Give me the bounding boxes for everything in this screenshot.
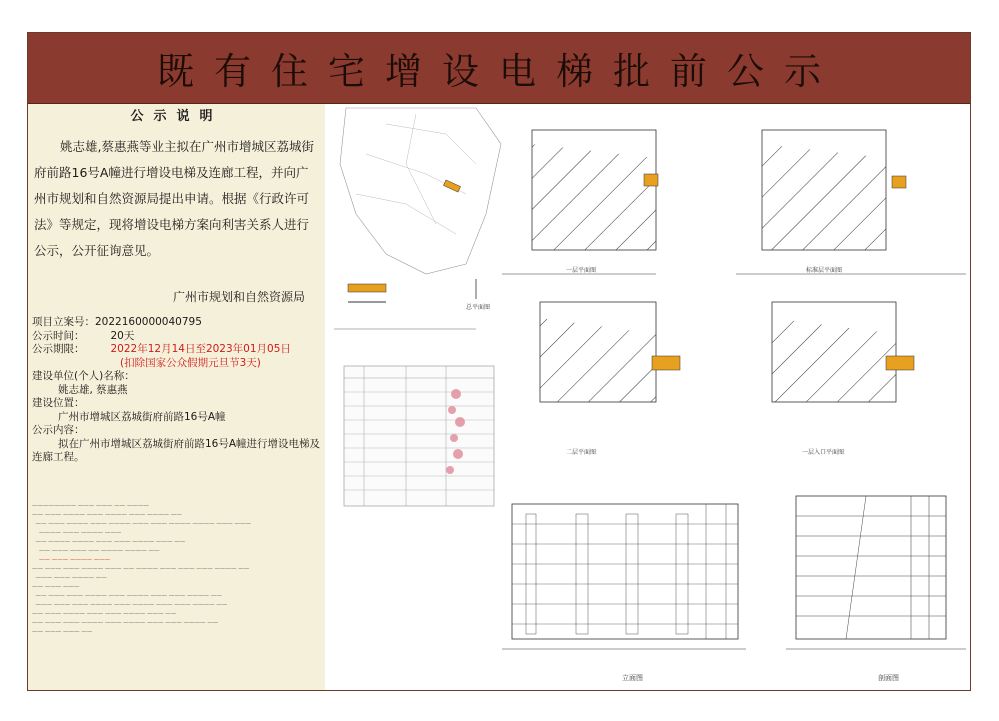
location-label: 建设位置： <box>32 397 85 409</box>
elevation-label: 立面图 <box>622 674 643 682</box>
case-label: 项目立案号： <box>32 316 95 328</box>
floor-plan-2 <box>736 130 966 274</box>
section-label: 剖面图 <box>878 674 899 682</box>
fine-print-notes: ———————— ——— ——— —— ———— —— ——— ———— ——— ———— ——— ———— —— —— ——— ———— ——— ———— ——— ——— ———— ———— ——— ——— ———— ——— ———— ——— —— ———— ———— ——— ——— ———— ——— —— —— ——— ——— —— ———— ———— —— —— ——— ———— ——— —— ——— ——— ———— ——— —— ———— ——— ——— ——— ———— —— ——— ——— ———— —— —— ——— ——— —— ——— ——— ———— ——— ———— ——— ——— ———— —— ——— ——— ——— ———— ——— ———— ——— ——— ———— —— —— ——— ———— ——— ——— ———— ——— —— —— ——— ——— ———— ——— ———— ——— ——— ———— —— —— ——— ——— —— <box>32 503 251 635</box>
drawings-panel <box>326 104 970 690</box>
content-label: 公示内容： <box>32 424 85 436</box>
notice-body: 姚志雄,蔡惠燕等业主拟在广州市增城区荔城街府前路16号A幢进行增设电梯及连廊工程，并向广州市规划和自然资源局提出申请。根据《行政许可法》等规定，现将增设电梯方案向利害关系人进行公示，公开征询意见。 <box>34 139 314 258</box>
elevation-drawing <box>502 504 746 682</box>
applicant-value: 姚志雄, 蔡惠燕 <box>58 383 128 396</box>
period-value: 2022年12月14日至2023年01月05日 <box>110 343 291 355</box>
period-note: (扣除国家公众假期元旦节3天) <box>120 356 261 369</box>
case-value: 2022160000040795 <box>95 316 202 328</box>
location-value: 广州市增城区荔城街府前路16号A幢 <box>58 410 226 423</box>
floor-plan-3 <box>540 302 680 456</box>
notice-panel <box>28 104 325 690</box>
elevator-location-mark <box>443 180 460 192</box>
duration-value: 20天 <box>110 329 135 342</box>
page-title: 既有住宅增设电梯批前公示 <box>28 33 970 104</box>
notice-signature: 广州市规划和自然资源局 <box>172 290 305 304</box>
site-plan-drawing <box>340 108 501 311</box>
applicant-label: 建设单位(个人)名称： <box>32 370 135 382</box>
period-label: 公示期限： <box>32 343 85 355</box>
notice-title: 公示说明 <box>130 109 223 124</box>
approval-form-scan <box>334 329 494 506</box>
floor-plan-3-label: 二层平面图 <box>566 449 597 456</box>
floor-plan-4-label: 一层入口平面图 <box>802 449 845 456</box>
floor-plan-1-label: 一层平面图 <box>566 267 597 274</box>
site-plan-label: 总平面图 <box>466 304 491 311</box>
duration-label: 公示时间： <box>32 329 85 342</box>
floor-plan-2-label: 标准层平面图 <box>806 267 843 274</box>
content-value: 拟在广州市增城区荔城街府前路16号A幢进行增设电梯及连廊工程。 <box>32 437 321 463</box>
section-drawing <box>786 496 966 682</box>
project-info <box>32 316 322 465</box>
floor-plan-4 <box>772 302 914 456</box>
floor-plan-1 <box>502 130 658 274</box>
